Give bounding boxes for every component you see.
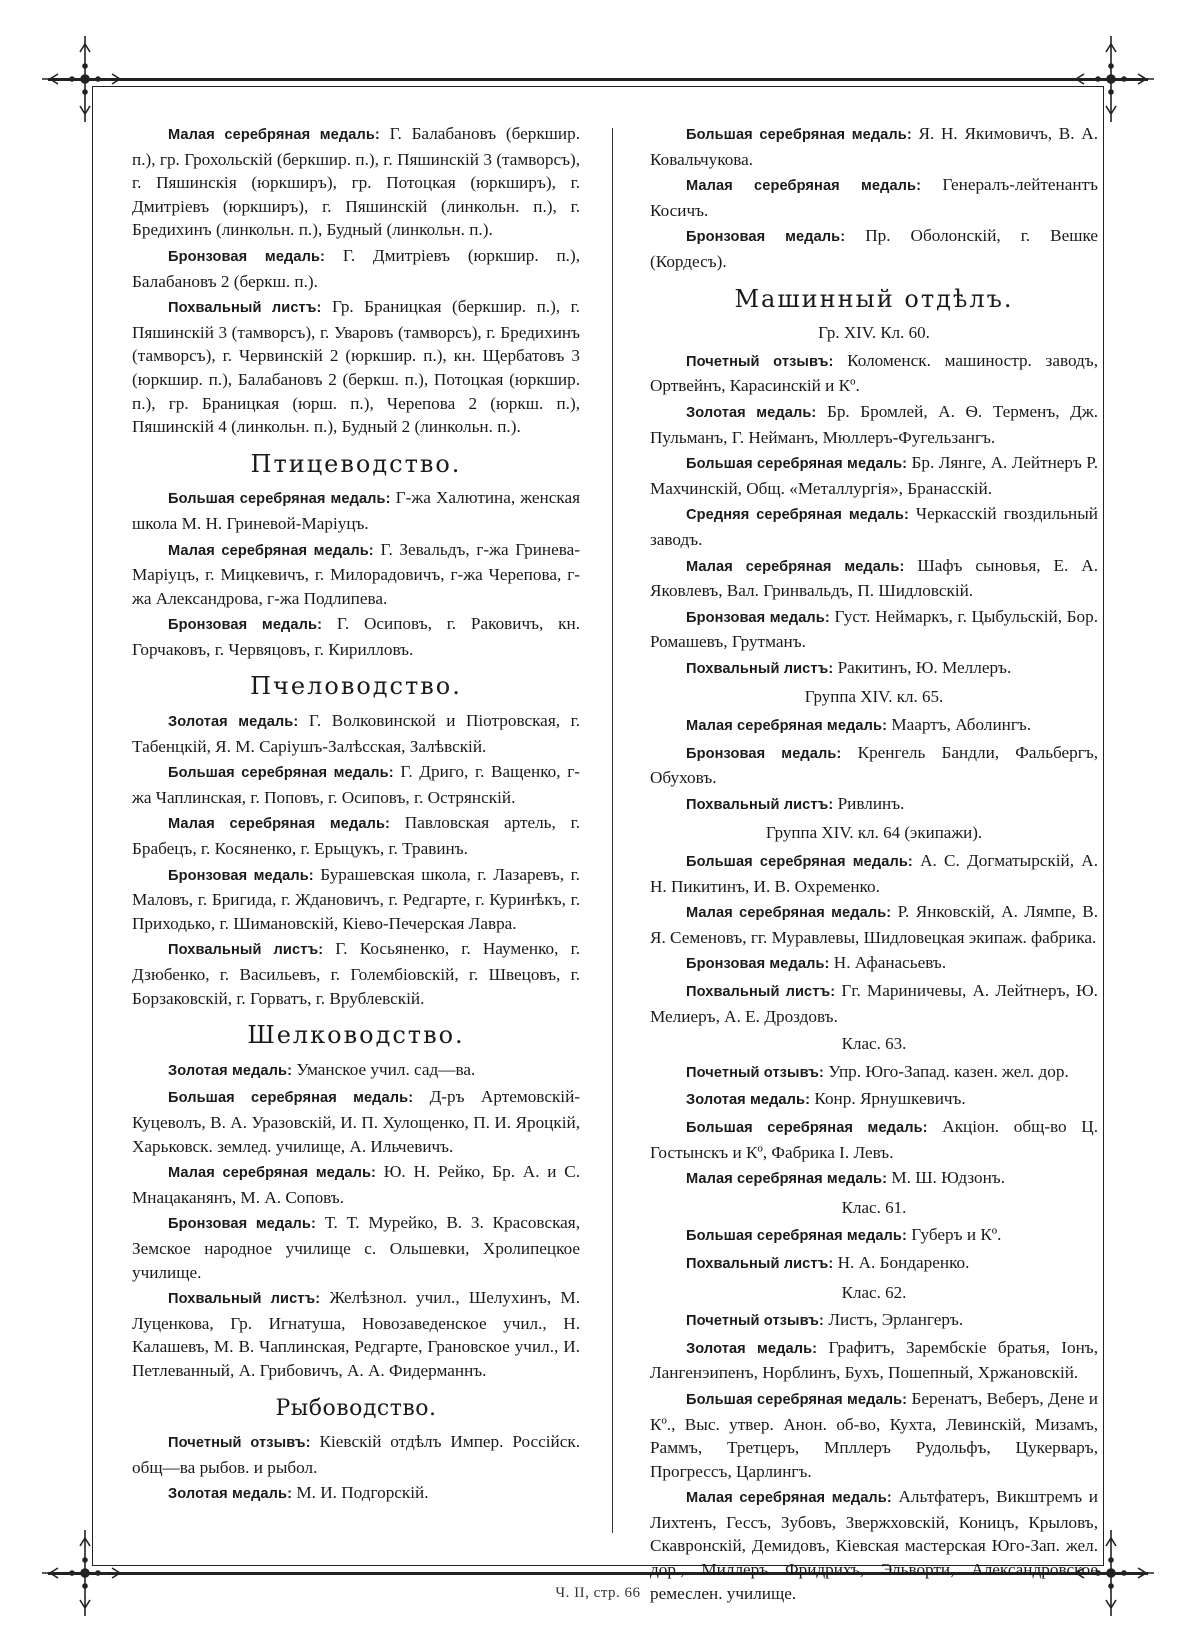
award-label: Бронзовая медаль: [168, 1216, 316, 1233]
award-entry [650, 792, 1098, 818]
award-label: Большая серебряная медаль: [686, 127, 912, 143]
class-subheading: Клас. 62. [841, 1282, 907, 1302]
section-heading: Птицеводство. [250, 449, 462, 478]
award-entry [650, 554, 1098, 603]
award-label: Золотая медаль: [686, 404, 817, 421]
award-label: Золотая медаль: [168, 1062, 293, 1079]
award-label: Похвальный листъ: [686, 984, 836, 1000]
award-entry [650, 122, 1098, 171]
class-subheading: Группа XIV. кл. 64 (экипажи). [765, 823, 983, 843]
award-recipients: Ю. Н. Рейко, Бр. А. и С. Мнацаканянъ, М. А. Соповъ. [132, 1162, 580, 1207]
award-entry [650, 951, 1098, 977]
award-recipients: Ракитинъ, Ю. Меллеръ. [833, 657, 1012, 677]
award-entry [650, 1308, 1098, 1334]
award-label: Большая серебряная медаль: [168, 1090, 414, 1107]
award-recipients: Кіевскій отдѣлъ Импер. Россійск. общ—ва рыбов. и рыбол. [132, 1432, 580, 1477]
award-label: Почетный отзывъ: [168, 1435, 311, 1452]
award-entry [650, 1060, 1098, 1086]
award-entry [650, 400, 1098, 449]
award-label: Малая серебряная медаль: [168, 127, 380, 143]
award-label: Средняя серебряная медаль: [686, 507, 909, 524]
award-entry [132, 122, 580, 242]
award-label: Большая серебряная медаль: [168, 491, 391, 508]
left-column [132, 122, 580, 1509]
award-recipients: Бр. Лянге, А. Лейтнеръ Р. Махчинскій, Общ. «Металлургія», Бранасскій. [650, 453, 1099, 498]
award-recipients: Р. Янковскій, А. Лямпе, В. Я. Семеновъ, гг. Муравлевы, Шидловецкая экипаж. фабрика. [650, 902, 1098, 947]
award-recipients: Шафъ сыновья, Е. А. Яковлевъ, Вал. Гринвальдъ, П. Шидловскій. [650, 555, 1099, 601]
award-label: Большая серебряная медаль: [686, 854, 913, 871]
award-entry [650, 1387, 1098, 1483]
award-label: Малая серебряная медаль: [168, 542, 374, 559]
award-recipients: Бр. Бромлей, А. Ѳ. Терменъ, Дж. Пульманъ, Г. Нейманъ, Мюллеръ-Фугельзангъ. [650, 401, 1098, 447]
section-heading: Машинный отдѣлъ. [734, 284, 1014, 313]
award-entry [650, 713, 1098, 739]
award-recipients: Н. Афанасьевъ. [829, 953, 947, 973]
award-entry [650, 1166, 1098, 1192]
award-entry [132, 863, 580, 936]
award-entry [132, 937, 580, 1010]
award-entry [132, 811, 580, 860]
page-footer: Ч. II, стр. 66 [555, 1585, 641, 1601]
frame-top-rule [48, 78, 1148, 81]
award-recipients: Д-ръ Артемовскій-Куцеволъ, В. А. Уразовскій, И. П. Хулощенко, П. И. Яроцкій, Харьковск. землед. училище, А. Ильчевичъ. [132, 1087, 580, 1156]
award-entry [132, 486, 580, 535]
corner-ornament-icon [40, 34, 130, 124]
class-subheading: Гр. XIV. Кл. 60. [818, 323, 930, 343]
column-divider [612, 128, 613, 1533]
award-recipients: Н. А. Бондаренко. [833, 1252, 970, 1272]
award-entry [132, 709, 580, 758]
award-label: Похвальный листъ: [168, 300, 322, 317]
award-label: Почетный отзывъ: [686, 1313, 825, 1330]
award-recipients: Г. Балабановъ (беркшир. п.), гр. Грохольскій (беркшир. п.), г. Пяшинскій 3 (тамворсъ), г. Пяшинскія (юркширъ), гр. Потоцкая (юркширъ), г. Дмитріевъ (юркширъ), г. Пяшинскій (линкольн. п.), г. Бредихинъ (линкольн. п.), Будный (линкольн. п.). [132, 124, 581, 240]
award-recipients: Графитъ, Зарембскіе братья, Іонъ, Лангенэипенъ, Норблинъ, Бухъ, Пошепный, Хржановскій. [650, 1337, 1098, 1383]
award-entry [132, 1481, 580, 1507]
award-recipients: Альтфатеръ, Викштремъ и Лихтенъ, Гессъ, Зубовъ, Звержховскій, Коницъ, Крыловъ, Скавронскій, Демидовъ, Кіевская мастерская Юго-Зап. жел. дор., Миллеръ Фридрихъ, Эльворти, Александровское ремеслен. училище. [650, 1487, 1098, 1603]
award-label: Золотая медаль: [168, 714, 299, 731]
corner-ornament-icon [1066, 34, 1156, 124]
award-label: Бронзовая медаль: [686, 956, 830, 973]
frame-left-rule [92, 86, 93, 1566]
award-label: Малая серебряная медаль: [686, 558, 905, 575]
award-recipients: Г. Дмитріевъ (юркшир. п.), Балабановъ 2 (беркш. п.). [132, 245, 580, 291]
award-label: Большая серебряная медаль: [686, 456, 908, 473]
award-label: Бронзовая медаль: [686, 229, 846, 246]
award-entry [132, 295, 580, 439]
award-entry [650, 224, 1098, 273]
award-recipients: Конр. Ярнушкевичъ. [810, 1089, 966, 1109]
award-recipients: Павловская артель, г. Брабецъ, г. Косяненко, г. Ерыцукъ, г. Травинъ. [132, 813, 580, 859]
award-label: Золотая медаль: [168, 1486, 293, 1503]
award-entry [132, 1058, 580, 1084]
award-entry [132, 1430, 580, 1479]
award-entry [132, 1160, 580, 1209]
award-recipients: Кренгель Бандли, Фальбергъ, Обуховъ. [650, 742, 1099, 788]
award-recipients: Листъ, Эрлангеръ. [824, 1310, 964, 1330]
award-entry [132, 612, 580, 661]
award-label: Малая серебряная медаль: [686, 1490, 892, 1507]
award-label: Похвальный листъ: [686, 796, 834, 813]
award-label: Большая серебряная медаль: [686, 1391, 908, 1408]
award-entry [650, 979, 1098, 1028]
award-entry [650, 1087, 1098, 1113]
award-recipients: Г. Косьяненко, г. Науменко, г. Дзюбенко, г. Васильевъ, г. Голембіовскій, г. Швецовъ, г. Борзаковскій, г. Горватъ, г. Врублевскій. [132, 939, 580, 1008]
award-recipients: Гг. Мариничевы, А. Лейтнеръ, Ю. Мелиеръ, А. Е. Дроздовъ. [650, 981, 1098, 1026]
award-entry [650, 1115, 1098, 1164]
award-label: Бронзовая медаль: [686, 745, 842, 762]
award-recipients: Желѣзнол. учил., Шелухинъ, М. Луценкова, Гр. Игнатуша, Новозаведенское учил., Н. Калашевъ, М. В. Чаплинская, Редгарте, Грановское учил., И. Петлеванный, А. Грибовичъ, А. А. Фидерманнъ. [132, 1288, 580, 1380]
award-label: Малая серебряная медаль: [686, 178, 922, 195]
award-label: Бронзовая медаль: [168, 867, 314, 884]
award-entry [650, 502, 1098, 551]
award-label: Почетный отзывъ: [686, 1064, 825, 1081]
award-recipients: Генералъ-лейтенантъ Косичъ. [650, 175, 1098, 220]
award-label: Бронзовая медаль: [168, 617, 323, 634]
award-recipients: Г-жа Халютина, женская школа М. Н. Гриневой-Маріуцъ. [132, 488, 581, 533]
award-label: Золотая медаль: [686, 1092, 811, 1109]
award-label: Бронзовая медаль: [168, 248, 326, 265]
award-label: Малая серебряная медаль: [686, 905, 892, 922]
award-entry [650, 1336, 1098, 1385]
award-entry [650, 849, 1098, 898]
award-recipients: Губеръ и Кº. [906, 1225, 1002, 1245]
award-label: Большая серебряная медаль: [168, 765, 394, 782]
award-recipients: Черкасскій гвоздильный заводъ. [650, 504, 1098, 549]
award-recipients: Г. Волковинской и Піотровская, г. Табенцкій, Я. М. Саріушъ-Залѣсская, Залѣвскій. [132, 711, 580, 756]
award-entry [132, 1286, 580, 1382]
frame-top-inner-rule [92, 86, 1104, 87]
award-entry [650, 1251, 1098, 1277]
award-recipients: Густ. Неймаркъ, г. Цыбульскій, Бор. Ромашевъ, Грутманъ. [650, 606, 1098, 652]
award-recipients: Г. Дриго, г. Ващенко, г-жа Чаплинская, г. Поповъ, г. Осиповъ, г. Острянскій. [132, 762, 581, 807]
award-label: Большая серебряная медаль: [686, 1228, 907, 1245]
award-label: Похвальный листъ: [168, 1291, 321, 1308]
award-recipients: Ривлинъ. [833, 793, 905, 813]
award-recipients: Коломенск. машиностр. заводъ, Ортвейнъ, Карасинскій и Кº. [650, 350, 1098, 396]
award-entry [650, 1223, 1098, 1249]
corner-ornament-icon [40, 1528, 130, 1618]
award-label: Малая серебряная медаль: [686, 718, 888, 735]
award-entry [132, 1085, 580, 1158]
section-heading: Рыбоводство. [275, 1395, 437, 1421]
award-entry [650, 451, 1098, 500]
award-entry [132, 760, 580, 809]
award-entry [132, 538, 580, 611]
award-label: Похвальный листъ: [686, 1255, 834, 1272]
section-heading: Шелководство. [247, 1021, 465, 1050]
award-entry [132, 244, 580, 293]
class-subheading: Группа XIV. кл. 65. [804, 687, 944, 707]
award-recipients: Г. Осиповъ, г. Раковичъ, кн. Горчаковъ, г. Червяцовъ, г. Кирилловъ. [132, 614, 580, 659]
award-recipients: Г. Зевальдъ, г-жа Гринева-Маріуцъ, г. Мицкевичъ, г. Милорадовичъ, г-жа Черепова, г-жа Александрова, г-жа Подлипева. [132, 539, 580, 608]
award-recipients: Я. Н. Якимовичъ, В. А. Ковальчукова. [650, 124, 1098, 169]
award-entry [650, 349, 1098, 398]
award-label: Малая серебряная медаль: [686, 1171, 888, 1188]
award-recipients: М. Ш. Юдзонъ. [887, 1168, 1005, 1188]
award-label: Почетный отзывъ: [686, 353, 834, 370]
award-recipients: М. И. Подгорскій. [292, 1483, 429, 1503]
class-subheading: Клас. 61. [841, 1197, 907, 1217]
award-label: Похвальный листъ: [168, 942, 324, 959]
class-subheading: Клас. 63. [841, 1034, 907, 1054]
award-label: Похвальный листъ: [686, 660, 834, 677]
award-recipients: Акціон. общ-во Ц. Гостынскъ и Кº, Фабрика І. Левъ. [650, 1116, 1098, 1162]
award-recipients: Уманское учил. сад—ва. [292, 1059, 476, 1079]
award-entry [650, 900, 1098, 949]
section-heading: Пчеловодство. [250, 672, 462, 701]
award-recipients: Маартъ, Аболингъ. [887, 715, 1032, 735]
award-label: Бронзовая медаль: [686, 609, 830, 626]
award-recipients: Т. Т. Мурейко, В. З. Красовская, Земское народное училище с. Ольшевки, Хролипецкое училище. [132, 1213, 580, 1282]
award-recipients: А. С. Догматырскій, А. Н. Пикитинъ, И. В. Охременко. [650, 851, 1099, 896]
right-column [650, 122, 1098, 1607]
award-recipients: Беренатъ, Веберъ, Дене и Кº., Выс. утвер. Анон. об-во, Кухта, Левинскій, Мизамъ, Раммъ, Третцеръ, Мпллеръ Рудольфъ, Цукерваръ, Прогрессъ, Царлингъ. [650, 1388, 1099, 1481]
award-label: Малая серебряная медаль: [168, 1165, 376, 1182]
award-entry [650, 656, 1098, 682]
award-entry [650, 741, 1098, 790]
award-label: Золотая медаль: [686, 1340, 818, 1357]
award-recipients: Бурашевская школа, г. Лазаревъ, г. Маловъ, г. Бригида, г. Ждановичъ, г. Редгарте, г. Куринѣкъ, г. Приходько, г. Шимановскій, Кіево-Печерская Лавра. [132, 864, 580, 933]
award-entry [132, 1211, 580, 1284]
award-entry [650, 173, 1098, 222]
award-label: Большая серебряная медаль: [686, 1119, 928, 1136]
award-label: Малая серебряная медаль: [168, 816, 391, 833]
award-recipients: Гр. Браницкая (беркшир. п.), г. Пяшинскій 3 (тамворсъ), г. Уваровъ (тамворсъ), г. Бредихинъ (тамворсъ), г. Червинскій 2 (юркшир. п.), кн. Щербатовъ 3 (юркшир. п.), Балабановъ 2 (беркш. п.), Потоцкая (юркшир. п.), гр. Браницкая (юрш. п.), Черепова 2 (юркш. п.), Пяшинскій 4 (линкольн. п.), Будный 2 (линкольн. п.). [132, 297, 580, 437]
frame-right-rule [1103, 86, 1104, 1566]
award-recipients: Пр. Оболонскій, г. Вешке (Кордесъ). [650, 226, 1098, 271]
award-recipients: Упр. Юго-Запад. казен. жел. дор. [824, 1061, 1069, 1081]
award-entry [650, 605, 1098, 654]
